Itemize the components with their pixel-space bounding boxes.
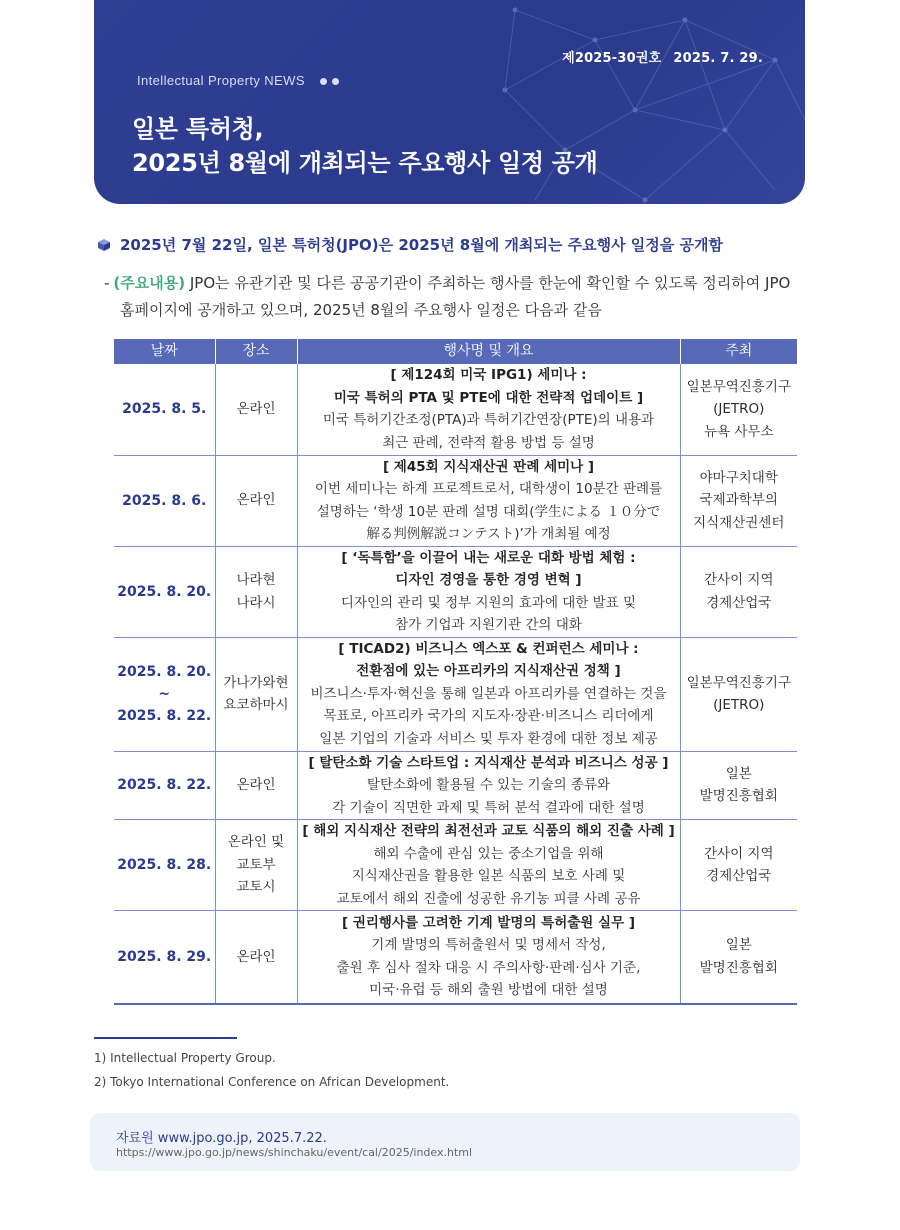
date-line: 2025. 8. 28.: [117, 857, 212, 873]
event-desc-line: 참가 기업과 지원기관 간의 대화: [395, 617, 582, 633]
host-line: (JETRO): [713, 401, 765, 417]
event-cell: [297, 455, 680, 546]
table-row: [114, 455, 797, 546]
table-row: [114, 546, 797, 637]
place-cell: [215, 637, 297, 751]
host-cell: [680, 637, 797, 751]
events-table: [114, 339, 797, 1005]
host-line: (JETRO): [713, 697, 765, 713]
cube-bullet-icon: [98, 239, 110, 251]
place-line: 교토시: [236, 879, 276, 896]
place-cell: [215, 911, 297, 1004]
events-body: [114, 364, 797, 1004]
event-desc-line: 解る判例解説コンテスト)’가 개최될 예정: [366, 526, 611, 542]
place-cell: [215, 751, 297, 820]
event-desc-line: 목표로, 아프리카 국가의 지도자·장관·비즈니스 리더에게: [323, 708, 654, 725]
host-line: 일본: [725, 937, 752, 954]
event-desc-line: 해외 수출에 관심 있는 중소기업을 위해: [373, 845, 604, 862]
date-cell: [114, 546, 215, 637]
event-desc-line: 일본 기업의 기술과 서비스 및 투자 환경에 대한 정보 제공: [319, 730, 658, 747]
event-cell: [297, 751, 680, 820]
event-title-line: 디자인 경영을 통한 경영 변혁 ]: [395, 572, 582, 588]
place-line: 온라인: [236, 492, 276, 509]
issue-number: 제2025-30권호: [562, 51, 662, 66]
source-box: [90, 1113, 800, 1171]
title-line-1: 일본 특허청,: [132, 115, 264, 143]
event-desc-line: 출원 후 심사 절차 대응 시 주의사항·판례·심사 기준,: [336, 959, 641, 976]
host-line: 지식재산권센터: [693, 514, 785, 531]
event-desc-line: 기계 발명의 특허출원서 및 명세서 작성,: [371, 937, 606, 954]
date-line: 2025. 8. 29.: [117, 948, 212, 965]
date-cell: [114, 637, 215, 751]
event-title-line: [ ‘독특함’을 이끌어 내는 새로운 대화 방법 체험 :: [341, 549, 636, 566]
table-row: [114, 911, 797, 1004]
host-line: 경제산업국: [706, 594, 772, 611]
header-place: 장소: [215, 339, 297, 364]
event-cell: [297, 911, 680, 1004]
host-line: 경제산업국: [706, 868, 772, 884]
host-line: 일본: [725, 765, 752, 782]
event-cell: [297, 820, 680, 911]
headline-text: 2025년 7월 22일, 일본 특허청(JPO)은 2025년 8월에 개최되는 주요행사 일정을 공개함: [120, 236, 723, 254]
host-line: 발명진흥협회: [699, 959, 778, 976]
event-cell: [297, 364, 680, 455]
table-row: [114, 637, 797, 751]
issue-info: [550, 47, 763, 66]
event-title-line: [ 탈탄소화 기술 스타트업 : 지식재산 분석과 비즈니스 성공 ]: [308, 754, 669, 771]
header-date: 날짜: [114, 339, 215, 364]
event-title-line: [ 권리행사를 고려한 기계 발명의 특허출원 실무 ]: [341, 914, 636, 931]
event-desc-line: 이번 세미나는 하계 프로젝트로서, 대학생이 10분간 판례를: [314, 481, 663, 497]
date-line: 2025. 8. 20.: [117, 583, 212, 600]
footnote-divider: [94, 1037, 237, 1039]
host-cell: [680, 820, 797, 911]
place-cell: [215, 820, 297, 911]
table-row: [114, 364, 797, 455]
page-title: [132, 112, 598, 180]
date-line: 2025. 8. 6.: [122, 492, 207, 509]
table-row: [114, 820, 797, 911]
summary-lead: (주요내용): [113, 274, 186, 292]
event-title-line: [ 해외 지식재산 전략의 최전선과 교토 식품의 해외 진출 사례 ]: [302, 823, 675, 839]
host-cell: [680, 911, 797, 1004]
summary-line-1: [104, 270, 806, 297]
host-cell: [680, 455, 797, 546]
date-cell: [114, 911, 215, 1004]
date-cell: [114, 455, 215, 546]
host-line: 뉴욕 사무소: [704, 423, 774, 440]
event-title-line: [ 제124회 미국 IPG1) 세미나 :: [390, 367, 587, 384]
event-desc-line: 최근 판례, 전략적 활용 방법 등 설명: [382, 434, 595, 451]
date-line: 2025. 8. 20. ~: [117, 664, 212, 702]
event-desc-line: 비즈니스·투자·혁신을 통해 일본과 아프리카를 연결하는 것을: [310, 685, 667, 702]
date-line: 2025. 8. 5.: [122, 401, 207, 418]
place-line: 요코하마시: [223, 697, 289, 713]
event-title-line: [ TICAD2) 비즈니스 엑스포 & 컨퍼런스 세미나 :: [338, 640, 639, 657]
issue-date: 2025. 7. 29.: [673, 51, 763, 66]
table-header-row: [114, 339, 797, 364]
header-event: 행사명 및 개요: [297, 339, 680, 364]
event-desc-line: 미국 특허기간조정(PTA)과 특허기간연장(PTE)의 내용과: [322, 412, 655, 429]
footnote-2: 2) Tokyo International Conference on African Development.: [94, 1075, 450, 1089]
event-desc-line: 지식재산권을 활용한 일본 식품의 보호 사례 및: [351, 868, 626, 884]
host-cell: [680, 546, 797, 637]
date-line: 2025. 8. 22.: [117, 777, 212, 794]
summary-paragraph: [104, 270, 806, 324]
date-line: 2025. 8. 22.: [117, 708, 212, 724]
host-line: 일본무역진흥기구: [686, 378, 791, 395]
event-desc-line: 디자인의 관리 및 정부 지원의 효과에 대한 발표 및: [340, 594, 637, 611]
summary-line-2: 홈페이지에 공개하고 있으며, 2025년 8월의 주요행사 일정은 다음과 같음: [120, 301, 602, 319]
summary-dash: -: [104, 274, 110, 292]
header-banner: [94, 0, 805, 204]
host-line: 간사이 지역: [704, 572, 774, 588]
newsletter-label: [137, 73, 339, 88]
event-desc-line: 교토에서 해외 진출에 성공한 유기농 피클 사례 공유: [336, 890, 641, 907]
table-row: [114, 751, 797, 820]
place-cell: [215, 455, 297, 546]
event-title-line: 미국 특허의 PTA 및 PTE에 대한 전략적 업데이트 ]: [333, 389, 644, 406]
event-title-line: 전환점에 있는 아프리카의 지식재산권 정책 ]: [356, 663, 621, 680]
event-desc-line: 각 기술이 직면한 과제 및 특허 분석 결과에 대한 설명: [332, 799, 645, 816]
place-line: 가나가와현: [223, 674, 289, 691]
place-cell: [215, 546, 297, 637]
place-line: 온라인: [236, 777, 276, 793]
host-line: 간사이 지역: [704, 845, 774, 862]
place-line: 나라현: [236, 572, 276, 588]
headline: [98, 234, 723, 255]
date-cell: [114, 751, 215, 820]
event-title-line: [ 제45회 지식재산권 판례 세미나 ]: [382, 458, 595, 475]
event-desc-line: 설명하는 ‘학생 10분 판례 설명 대회(学生による １０分で: [316, 503, 661, 520]
host-line: 발명진흥협회: [699, 788, 778, 805]
place-line: 온라인 및: [227, 834, 285, 851]
host-line: 일본무역진흥기구: [686, 674, 791, 691]
event-desc-line: 미국·유럽 등 해외 출원 방법에 대한 설명: [369, 982, 608, 999]
host-line: 국제과학부의: [699, 492, 778, 509]
event-desc-line: 탈탄소화에 활용될 수 있는 기술의 종류와: [366, 777, 611, 793]
event-cell: [297, 637, 680, 751]
dots-icon: [315, 73, 339, 88]
summary-text-1: JPO는 유관기관 및 다른 공공기관이 주최하는 행사를 한눈에 확인할 수 있도록 정리하여 JPO: [185, 274, 791, 292]
source-url[interactable]: https://www.jpo.go.jp/news/shinchaku/event/cal/2025/index.html: [116, 1146, 473, 1159]
place-line: 교토부: [236, 856, 276, 873]
host-cell: [680, 364, 797, 455]
place-line: 온라인: [236, 401, 276, 417]
event-cell: [297, 546, 680, 637]
date-cell: [114, 820, 215, 911]
newsletter-name: Intellectual Property NEWS: [137, 73, 305, 88]
place-line: 나라시: [236, 594, 276, 611]
title-line-2: 2025년 8월에 개최되는 주요행사 일정 공개: [132, 149, 598, 177]
date-cell: [114, 364, 215, 455]
host-line: 야마구치대학: [699, 469, 778, 486]
footnote-1: 1) Intellectual Property Group.: [94, 1051, 276, 1065]
source-line-1: 자료원 www.jpo.go.jp, 2025.7.22.: [116, 1131, 327, 1146]
place-cell: [215, 364, 297, 455]
header-host: 주최: [680, 339, 797, 364]
host-cell: [680, 751, 797, 820]
place-line: 온라인: [236, 948, 276, 965]
